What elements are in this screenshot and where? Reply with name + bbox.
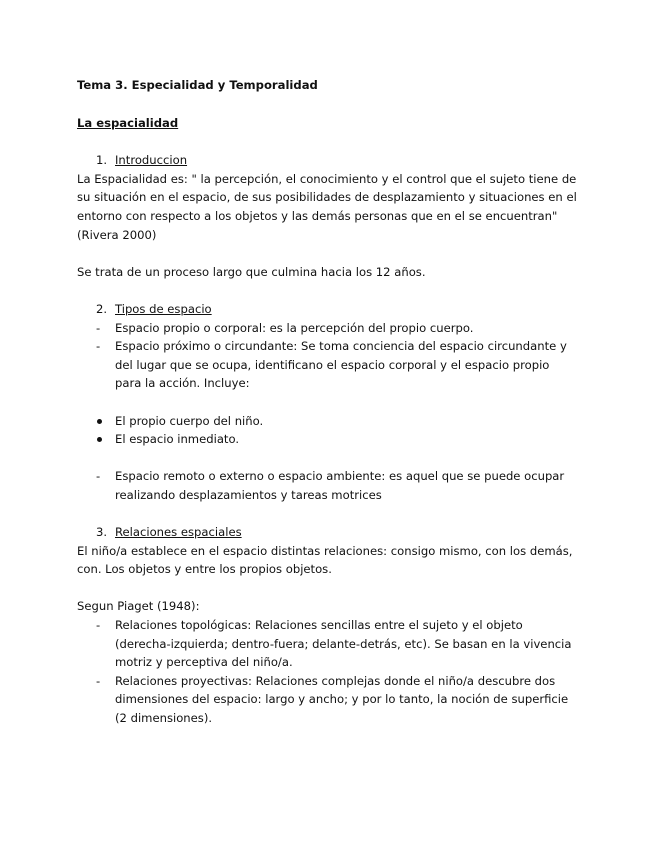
paragraph-relations: El niño/a establece en el espacio distintas relaciones: consigo mismo, con los demás, con. Los objetos y entre los propios objetos. <box>77 543 573 577</box>
list-item <box>77 319 577 338</box>
list-item <box>77 337 577 393</box>
list-item-text: Espacio próximo o circundante: Se toma conciencia del espacio circundante y del lugar que se ocupa, identificano el espacio corporal y el espacio propio para la acción. Incluye: <box>115 339 567 391</box>
heading-introduccion <box>77 151 577 170</box>
list-item-text: Relaciones proyectivas: Relaciones complejas donde el niño/a descubre dos dimensiones del espacio: largo y ancho; y por lo tanto, la noción de superficie (2 dimensiones). <box>115 673 569 725</box>
paragraph-definition: La Espacialidad es: " la percepción, el conocimiento y el control que el sujeto tiene de su situación en el espacio, de sus posibilidades de desplazamiento y situaciones en el entorno con respecto a los objetos y las demás personas que en el se encuentran" (Rivera 2000) <box>77 171 577 242</box>
bullet-item-text: El propio cuerpo del niño. <box>115 413 264 428</box>
heading-tipos <box>77 300 577 319</box>
heading-relaciones <box>77 523 577 542</box>
heading-text: Introduccion <box>115 153 188 168</box>
paragraph-process: Se trata de un proceso largo que culmina hacia los 12 años. <box>77 264 426 279</box>
bullet-item-text: El espacio inmediato. <box>115 432 240 447</box>
bullet-item <box>77 412 577 431</box>
list-item-text: Relaciones topológicas: Relaciones sencillas entre el sujeto y el objeto (derecha-izquierda; dentro-fuera; delante-detrás, etc). Se basan en la vivencia motriz y perceptiva del niño/a. <box>115 618 572 670</box>
heading-text: Relaciones espaciales <box>115 525 242 540</box>
heading-number: 3. <box>96 525 108 540</box>
list-item <box>77 672 577 728</box>
list-item <box>77 616 577 672</box>
list-item <box>77 467 577 504</box>
heading-text: Tipos de espacio <box>115 301 212 316</box>
dash-marker: - <box>96 469 101 484</box>
heading-number: 1. <box>96 153 108 168</box>
section-title: La espacialidad <box>77 115 179 130</box>
document-page <box>77 76 577 728</box>
dash-marker: - <box>96 339 101 354</box>
list-item-text: Espacio remoto o externo o espacio ambiente: es aquel que se puede ocupar realizando desplazamientos y tareas motrices <box>115 469 565 502</box>
paragraph-piaget: Segun Piaget (1948): <box>77 599 200 614</box>
dash-marker: - <box>96 320 101 335</box>
bullet-item <box>77 430 577 449</box>
list-item-text: Espacio propio o corporal: es la percepción del propio cuerpo. <box>115 320 474 335</box>
dash-marker: - <box>96 618 101 633</box>
heading-number: 2. <box>96 301 108 316</box>
document-title: Tema 3. Especialidad y Temporalidad <box>77 78 318 92</box>
dash-marker: - <box>96 673 101 688</box>
